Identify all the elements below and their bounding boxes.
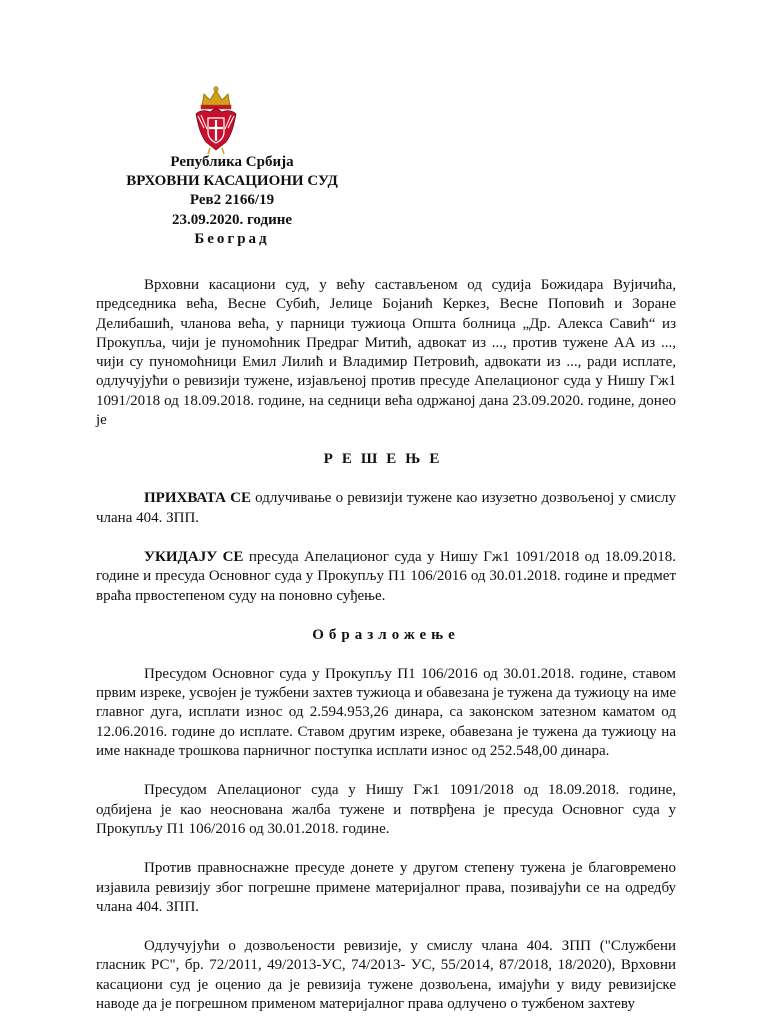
ruling-paragraph [96, 489, 676, 528]
ruling-lead: УКИДАЈУ СЕ [144, 548, 244, 565]
serbian-coat-of-arms-icon [192, 84, 240, 156]
ruling-text: пресуда Апелационог суда у Нишу Гж1 1091/2018 од 18.09.2018. године и пресуда Основног суда у Прокупљу П1 106/2016 од 30.01.2018. године и предмет враћа првостепеном суду на поновно суђење. [96, 548, 676, 604]
decision-date: 23.09.2020. године [171, 211, 293, 228]
ruling-text: одлучивање о ревизији тужене као изузетно дозвољеној у смислу члана 404. ЗПП. [96, 490, 676, 526]
city-name: Београд [194, 230, 270, 247]
reasoning-paragraph: Пресудом Основног суда у Прокупљу П1 106/2016 од 30.01.2018. године, ставом првим изреке, усвојен је тужбени захтев тужиоца и обавезана је тужена да тужиоцу на име главног дуга, исплати износ од 2.594.953,26 динара, са законском затезном каматом од 12.06.2016. године до исплате. Ставом другим изреке, обавезана је тужена да тужиоцу на име накнаде трошкова парничног поступка исплати износ од 252.548,00 динара. [96, 665, 676, 760]
country-name: Република Србија [170, 154, 294, 170]
decision-title: РЕШЕЊЕ [323, 451, 449, 468]
reasoning-title: Образложење [312, 626, 460, 643]
ruling-paragraph [96, 548, 676, 606]
case-number: Рев2 2166/19 [189, 192, 275, 209]
reasoning-paragraph: Одлучујући о дозвољености ревизије, у смислу члана 404. ЗПП ("Службени гласник РС", бр. 72/2011, 49/2013-УС, 74/2013- УС, 55/2014, 87/2018, 18/2020), Врховни касациони суд је оценио да је ревизија тужене дозвољена, имајући у виду ревизијске наводе да је погрешном применом материјалног права одлучено о тужбеном захтеву [96, 938, 676, 1013]
reasoning-paragraph: Против правноснажне пресуде донете у другом степену тужена је благовремено изјавила ревизију због погрешне примене материјалног права, позивајући се на одредбу члана 404. ЗПП. [96, 860, 676, 915]
intro-paragraph: Врховни касациони суд, у већу састављеном од судија Божидара Вујичића, председника већа, Весне Субић, Јелице Бојанић Керкез, Весне Поповић и Зоране Делибашић, чланова већа, у парници тужиоца Општа болница „Др. Алекса Савић“ из Прокупља, чији је пуномоћник Предраг Митић, адвокат из ..., против тужене АА из ..., чији су пуномоћници Емил Лилић и Владимир Петровић, адвокати из ..., ради исплате, одлучујући о ревизији тужене, изјављеној против пресуде Апелационог суда у Нишу Гж1 1091/2018 од 18.09.2018. године, на седници већа одржаној дана 23.09.2020. године, донео је [96, 277, 676, 429]
reasoning-paragraph: Пресудом Апелационог суда у Нишу Гж1 1091/2018 од 18.09.2018. године, одбијена је као неоснована жалба тужене и потврђена је пресуда Основног суда у Прокупљу П1 106/2016 од 30.01.2018. године. [96, 782, 676, 837]
ruling-lead: ПРИХВАТА СЕ [144, 490, 251, 507]
document-header [82, 153, 382, 249]
court-name: ВРХОВНИ КАСАЦИОНИ СУД [126, 173, 338, 190]
document-body [96, 276, 676, 1034]
